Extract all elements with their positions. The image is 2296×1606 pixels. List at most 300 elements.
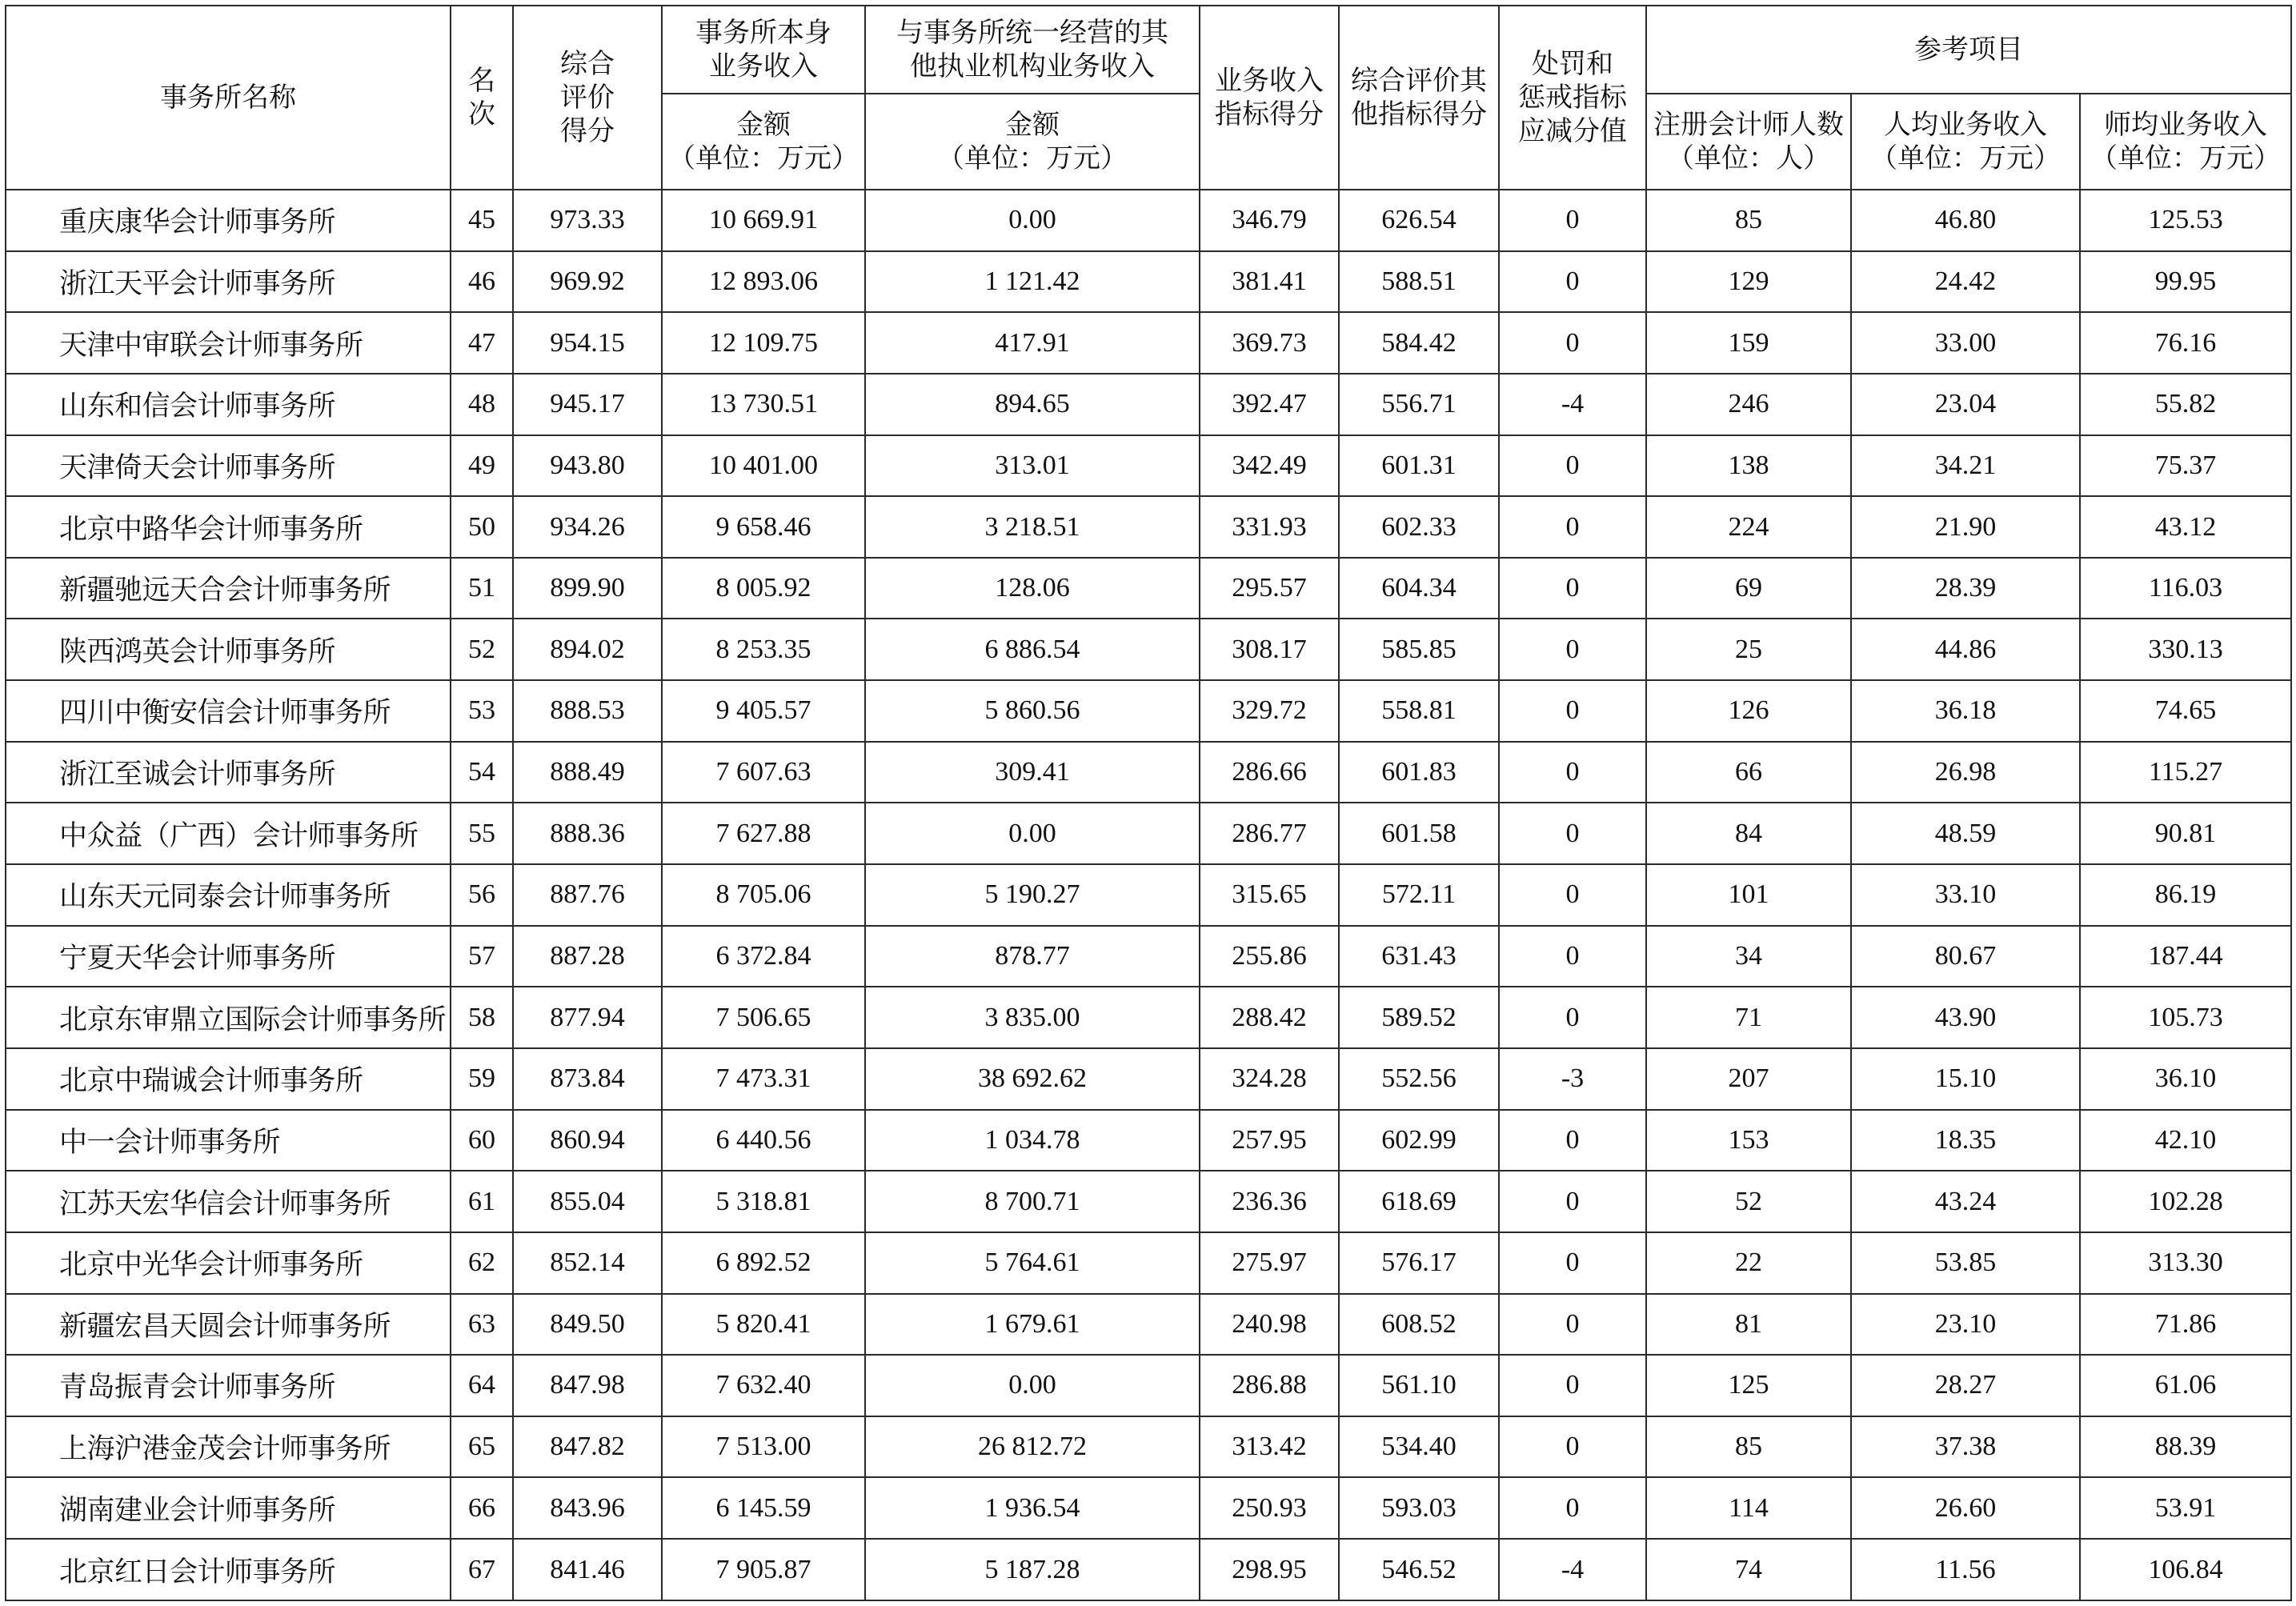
- per-capita-income-cell: 33.00: [1851, 312, 2080, 374]
- other-income-cell: 3 835.00: [865, 987, 1200, 1048]
- cpa-count-cell: 22: [1646, 1232, 1851, 1294]
- per-cpa-income-cell: 187.44: [2080, 926, 2291, 987]
- per-cpa-income-cell: 55.82: [2080, 374, 2291, 435]
- per-cpa-income-cell: 76.16: [2080, 312, 2291, 374]
- per-capita-income-cell: 36.18: [1851, 680, 2080, 742]
- other-index-cell: 584.42: [1339, 312, 1499, 374]
- header-own-income-line: 业务收入: [709, 50, 818, 82]
- income-index-cell: 295.57: [1200, 558, 1339, 619]
- header-per-capita-line: 人均业务收入: [1884, 109, 2047, 141]
- header-other-amount: [865, 94, 1200, 190]
- firm-name-cell: 北京东审鼎立国际会计师事务所: [6, 987, 451, 1048]
- rank-cell: 60: [451, 1110, 513, 1171]
- composite-score-cell: 847.82: [513, 1416, 662, 1478]
- table-row: [6, 312, 2291, 374]
- per-cpa-income-cell: 115.27: [2080, 742, 2291, 803]
- firm-name-cell: 浙江天平会计师事务所: [6, 251, 451, 313]
- firm-name-cell: 北京中路华会计师事务所: [6, 496, 451, 558]
- firm-name-cell: 天津中审联会计师事务所: [6, 312, 451, 374]
- other-index-cell: 602.33: [1339, 496, 1499, 558]
- composite-score-cell: 894.02: [513, 619, 662, 680]
- firm-name-cell: 新疆宏昌天圆会计师事务所: [6, 1294, 451, 1356]
- composite-score-cell: 899.90: [513, 558, 662, 619]
- penalty-cell: 0: [1499, 1232, 1646, 1294]
- penalty-cell: 0: [1499, 1171, 1646, 1232]
- own-income-cell: 6 440.56: [662, 1110, 865, 1171]
- rank-cell: 66: [451, 1477, 513, 1539]
- rank-cell: 61: [451, 1171, 513, 1232]
- other-index-cell: 589.52: [1339, 987, 1499, 1048]
- other-index-cell: 585.85: [1339, 619, 1499, 680]
- income-index-cell: 250.93: [1200, 1477, 1339, 1539]
- other-index-cell: 608.52: [1339, 1294, 1499, 1356]
- firm-name-cell: 新疆驰远天合会计师事务所: [6, 558, 451, 619]
- header-amount-unit: （单位：万元）: [937, 142, 1128, 174]
- header-own-income-line: 事务所本身: [695, 17, 831, 49]
- penalty-cell: 0: [1499, 1355, 1646, 1416]
- cpa-count-cell: 84: [1646, 803, 1851, 864]
- income-index-cell: 257.95: [1200, 1110, 1339, 1171]
- penalty-cell: -4: [1499, 374, 1646, 435]
- other-index-cell: 558.81: [1339, 680, 1499, 742]
- cpa-count-cell: 101: [1646, 864, 1851, 926]
- other-income-cell: 0.00: [865, 803, 1200, 864]
- income-index-cell: 308.17: [1200, 619, 1339, 680]
- penalty-cell: 0: [1499, 742, 1646, 803]
- own-income-cell: 7 905.87: [662, 1539, 865, 1600]
- per-cpa-income-cell: 36.10: [2080, 1048, 2291, 1110]
- header-other-index-score: [1339, 6, 1499, 190]
- firm-name-cell: 北京中光华会计师事务所: [6, 1232, 451, 1294]
- composite-score-cell: 841.46: [513, 1539, 662, 1600]
- other-index-cell: 602.99: [1339, 1110, 1499, 1171]
- composite-score-cell: 888.53: [513, 680, 662, 742]
- table-row: [6, 742, 2291, 803]
- own-income-cell: 7 607.63: [662, 742, 865, 803]
- per-capita-income-cell: 26.98: [1851, 742, 2080, 803]
- penalty-cell: 0: [1499, 1477, 1646, 1539]
- table-row: [6, 374, 2291, 435]
- other-income-cell: 5 764.61: [865, 1232, 1200, 1294]
- other-index-cell: 601.58: [1339, 803, 1499, 864]
- header-penalty-deduction: [1499, 6, 1646, 190]
- firm-name-cell: 山东和信会计师事务所: [6, 374, 451, 435]
- per-cpa-income-cell: 116.03: [2080, 558, 2291, 619]
- income-index-cell: 288.42: [1200, 987, 1339, 1048]
- composite-score-cell: 954.15: [513, 312, 662, 374]
- per-cpa-income-cell: 71.86: [2080, 1294, 2291, 1356]
- per-cpa-income-cell: 75.37: [2080, 435, 2291, 497]
- per-cpa-income-cell: 88.39: [2080, 1416, 2291, 1478]
- per-capita-income-cell: 37.38: [1851, 1416, 2080, 1478]
- cpa-count-cell: 246: [1646, 374, 1851, 435]
- per-capita-income-cell: 15.10: [1851, 1048, 2080, 1110]
- per-cpa-income-cell: 86.19: [2080, 864, 2291, 926]
- other-income-cell: 5 860.56: [865, 680, 1200, 742]
- rank-cell: 51: [451, 558, 513, 619]
- cpa-count-cell: 69: [1646, 558, 1851, 619]
- rank-cell: 57: [451, 926, 513, 987]
- per-capita-income-cell: 21.90: [1851, 496, 2080, 558]
- own-income-cell: 10 401.00: [662, 435, 865, 497]
- income-index-cell: 298.95: [1200, 1539, 1339, 1600]
- cpa-count-cell: 81: [1646, 1294, 1851, 1356]
- cpa-count-cell: 126: [1646, 680, 1851, 742]
- other-income-cell: 3 218.51: [865, 496, 1200, 558]
- table-row: [6, 864, 2291, 926]
- per-cpa-income-cell: 330.13: [2080, 619, 2291, 680]
- cpa-count-cell: 153: [1646, 1110, 1851, 1171]
- penalty-cell: -4: [1499, 1539, 1646, 1600]
- penalty-cell: 0: [1499, 926, 1646, 987]
- penalty-cell: 0: [1499, 558, 1646, 619]
- header-score-line: 得分: [560, 115, 615, 147]
- firm-name-cell: 湖南建业会计师事务所: [6, 1477, 451, 1539]
- other-income-cell: 894.65: [865, 374, 1200, 435]
- other-index-cell: 556.71: [1339, 374, 1499, 435]
- own-income-cell: 7 632.40: [662, 1355, 865, 1416]
- other-index-cell: 604.34: [1339, 558, 1499, 619]
- rank-cell: 58: [451, 987, 513, 1048]
- table-row: [6, 1048, 2291, 1110]
- ranking-table: [5, 5, 2292, 1601]
- own-income-cell: 9 658.46: [662, 496, 865, 558]
- own-income-cell: 5 318.81: [662, 1171, 865, 1232]
- other-income-cell: 1 936.54: [865, 1477, 1200, 1539]
- header-per-cpa-unit: （单位：万元）: [2090, 142, 2281, 174]
- rank-cell: 55: [451, 803, 513, 864]
- rank-cell: 63: [451, 1294, 513, 1356]
- header-other-index-line: 他指标得分: [1351, 98, 1487, 130]
- composite-score-cell: 887.28: [513, 926, 662, 987]
- cpa-count-cell: 207: [1646, 1048, 1851, 1110]
- per-capita-income-cell: 48.59: [1851, 803, 2080, 864]
- composite-score-cell: 877.94: [513, 987, 662, 1048]
- header-rank-line: 次: [468, 98, 495, 130]
- cpa-count-cell: 129: [1646, 251, 1851, 313]
- composite-score-cell: 860.94: [513, 1110, 662, 1171]
- other-income-cell: 5 187.28: [865, 1539, 1200, 1600]
- header-other-income-line: 他执业机构业务收入: [910, 50, 1155, 82]
- income-index-cell: 275.97: [1200, 1232, 1339, 1294]
- per-cpa-income-cell: 102.28: [2080, 1171, 2291, 1232]
- header-penalty-line: 惩戒指标: [1518, 82, 1627, 114]
- per-capita-income-cell: 28.27: [1851, 1355, 2080, 1416]
- other-income-cell: 0.00: [865, 1355, 1200, 1416]
- rank-cell: 45: [451, 190, 513, 251]
- per-cpa-income-cell: 74.65: [2080, 680, 2291, 742]
- cpa-count-cell: 125: [1646, 1355, 1851, 1416]
- own-income-cell: 9 405.57: [662, 680, 865, 742]
- own-income-cell: 7 506.65: [662, 987, 865, 1048]
- table-row: [6, 926, 2291, 987]
- other-index-cell: 618.69: [1339, 1171, 1499, 1232]
- per-cpa-income-cell: 42.10: [2080, 1110, 2291, 1171]
- per-capita-income-cell: 43.24: [1851, 1171, 2080, 1232]
- other-income-cell: 128.06: [865, 558, 1200, 619]
- income-index-cell: 331.93: [1200, 496, 1339, 558]
- income-index-cell: 240.98: [1200, 1294, 1339, 1356]
- composite-score-cell: 945.17: [513, 374, 662, 435]
- table-row: [6, 1416, 2291, 1478]
- per-capita-income-cell: 33.10: [1851, 864, 2080, 926]
- composite-score-cell: 847.98: [513, 1355, 662, 1416]
- per-capita-income-cell: 11.56: [1851, 1539, 2080, 1600]
- income-index-cell: 329.72: [1200, 680, 1339, 742]
- per-cpa-income-cell: 105.73: [2080, 987, 2291, 1048]
- header-cpa-count: [1646, 94, 1851, 190]
- penalty-cell: -3: [1499, 1048, 1646, 1110]
- composite-score-cell: 969.92: [513, 251, 662, 313]
- per-cpa-income-cell: 99.95: [2080, 251, 2291, 313]
- firm-name-cell: 浙江至诚会计师事务所: [6, 742, 451, 803]
- header-rank: [451, 6, 513, 190]
- per-cpa-income-cell: 125.53: [2080, 190, 2291, 251]
- header-income-index-score: [1200, 6, 1339, 190]
- composite-score-cell: 873.84: [513, 1048, 662, 1110]
- table-header: [6, 6, 2291, 190]
- cpa-count-cell: 224: [1646, 496, 1851, 558]
- firm-name-cell: 青岛振青会计师事务所: [6, 1355, 451, 1416]
- per-capita-income-cell: 23.10: [1851, 1294, 2080, 1356]
- income-index-cell: 286.88: [1200, 1355, 1339, 1416]
- own-income-cell: 8 253.35: [662, 619, 865, 680]
- own-income-cell: 6 372.84: [662, 926, 865, 987]
- penalty-cell: 0: [1499, 190, 1646, 251]
- firm-name-cell: 江苏天宏华信会计师事务所: [6, 1171, 451, 1232]
- other-income-cell: 417.91: [865, 312, 1200, 374]
- header-rank-line: 名: [468, 65, 495, 97]
- table-row: [6, 619, 2291, 680]
- header-per-cpa-line: 师均业务收入: [2104, 109, 2267, 141]
- other-income-cell: 313.01: [865, 435, 1200, 497]
- other-index-cell: 626.54: [1339, 190, 1499, 251]
- own-income-cell: 10 669.91: [662, 190, 865, 251]
- other-index-cell: 631.43: [1339, 926, 1499, 987]
- penalty-cell: 0: [1499, 803, 1646, 864]
- firm-name-cell: 中一会计师事务所: [6, 1110, 451, 1171]
- cpa-count-cell: 71: [1646, 987, 1851, 1048]
- cpa-count-cell: 85: [1646, 1416, 1851, 1478]
- own-income-cell: 12 109.75: [662, 312, 865, 374]
- per-capita-income-cell: 18.35: [1851, 1110, 2080, 1171]
- table-row: [6, 190, 2291, 251]
- table-row: [6, 1477, 2291, 1539]
- firm-name-cell: 中众益（广西）会计师事务所: [6, 803, 451, 864]
- rank-cell: 52: [451, 619, 513, 680]
- rank-cell: 54: [451, 742, 513, 803]
- per-capita-income-cell: 46.80: [1851, 190, 2080, 251]
- header-amount-line: 金额: [736, 109, 791, 141]
- firm-name-cell: 上海沪港金茂会计师事务所: [6, 1416, 451, 1478]
- other-index-cell: 534.40: [1339, 1416, 1499, 1478]
- penalty-cell: 0: [1499, 1294, 1646, 1356]
- income-index-cell: 286.66: [1200, 742, 1339, 803]
- table-row: [6, 558, 2291, 619]
- header-reference-items: 参考项目: [1646, 6, 2291, 94]
- other-income-cell: 8 700.71: [865, 1171, 1200, 1232]
- own-income-cell: 12 893.06: [662, 251, 865, 313]
- other-income-cell: 1 034.78: [865, 1110, 1200, 1171]
- rank-cell: 67: [451, 1539, 513, 1600]
- other-index-cell: 561.10: [1339, 1355, 1499, 1416]
- composite-score-cell: 849.50: [513, 1294, 662, 1356]
- penalty-cell: 0: [1499, 987, 1646, 1048]
- header-per-capita-income: [1851, 94, 2080, 190]
- other-index-cell: 588.51: [1339, 251, 1499, 313]
- per-capita-income-cell: 26.60: [1851, 1477, 2080, 1539]
- income-index-cell: 255.86: [1200, 926, 1339, 987]
- other-income-cell: 878.77: [865, 926, 1200, 987]
- header-amount-line: 金额: [1005, 109, 1060, 141]
- table-row: [6, 1110, 2291, 1171]
- own-income-cell: 13 730.51: [662, 374, 865, 435]
- cpa-count-cell: 52: [1646, 1171, 1851, 1232]
- rank-cell: 50: [451, 496, 513, 558]
- header-other-income-line: 与事务所统一经营的其: [896, 17, 1168, 49]
- income-index-cell: 236.36: [1200, 1171, 1339, 1232]
- header-other-index-line: 综合评价其: [1351, 65, 1487, 97]
- penalty-cell: 0: [1499, 864, 1646, 926]
- composite-score-cell: 973.33: [513, 190, 662, 251]
- other-index-cell: 593.03: [1339, 1477, 1499, 1539]
- header-amount-unit: （单位：万元）: [668, 142, 859, 174]
- header-income-index-line: 业务收入: [1215, 65, 1324, 97]
- cpa-count-cell: 66: [1646, 742, 1851, 803]
- other-income-cell: 0.00: [865, 190, 1200, 251]
- firm-name-cell: 陕西鸿英会计师事务所: [6, 619, 451, 680]
- own-income-cell: 6 145.59: [662, 1477, 865, 1539]
- per-capita-income-cell: 23.04: [1851, 374, 2080, 435]
- income-index-cell: 381.41: [1200, 251, 1339, 313]
- other-income-cell: 38 692.62: [865, 1048, 1200, 1110]
- per-cpa-income-cell: 90.81: [2080, 803, 2291, 864]
- other-index-cell: 552.56: [1339, 1048, 1499, 1110]
- own-income-cell: 7 473.31: [662, 1048, 865, 1110]
- income-index-cell: 315.65: [1200, 864, 1339, 926]
- per-capita-income-cell: 44.86: [1851, 619, 2080, 680]
- table-row: [6, 680, 2291, 742]
- income-index-cell: 313.42: [1200, 1416, 1339, 1478]
- table-row: [6, 1355, 2291, 1416]
- rank-cell: 62: [451, 1232, 513, 1294]
- other-income-cell: 6 886.54: [865, 619, 1200, 680]
- composite-score-cell: 943.80: [513, 435, 662, 497]
- income-index-cell: 346.79: [1200, 190, 1339, 251]
- penalty-cell: 0: [1499, 1110, 1646, 1171]
- per-capita-income-cell: 43.90: [1851, 987, 2080, 1048]
- table-row: [6, 496, 2291, 558]
- other-income-cell: 26 812.72: [865, 1416, 1200, 1478]
- table-row: [6, 1171, 2291, 1232]
- other-index-cell: 546.52: [1339, 1539, 1499, 1600]
- own-income-cell: 5 820.41: [662, 1294, 865, 1356]
- income-index-cell: 369.73: [1200, 312, 1339, 374]
- other-index-cell: 601.83: [1339, 742, 1499, 803]
- income-index-cell: 392.47: [1200, 374, 1339, 435]
- firm-name-cell: 宁夏天华会计师事务所: [6, 926, 451, 987]
- table-row: [6, 251, 2291, 313]
- firm-name-cell: 北京红日会计师事务所: [6, 1539, 451, 1600]
- table-row: [6, 987, 2291, 1048]
- per-cpa-income-cell: 106.84: [2080, 1539, 2291, 1600]
- penalty-cell: 0: [1499, 496, 1646, 558]
- rank-cell: 47: [451, 312, 513, 374]
- rank-cell: 53: [451, 680, 513, 742]
- firm-name-cell: 北京中瑞诚会计师事务所: [6, 1048, 451, 1110]
- other-income-cell: 5 190.27: [865, 864, 1200, 926]
- other-index-cell: 576.17: [1339, 1232, 1499, 1294]
- cpa-count-cell: 138: [1646, 435, 1851, 497]
- composite-score-cell: 852.14: [513, 1232, 662, 1294]
- rank-cell: 59: [451, 1048, 513, 1110]
- firm-name-cell: 天津倚天会计师事务所: [6, 435, 451, 497]
- penalty-cell: 0: [1499, 680, 1646, 742]
- per-cpa-income-cell: 61.06: [2080, 1355, 2291, 1416]
- cpa-count-cell: 74: [1646, 1539, 1851, 1600]
- income-index-cell: 286.77: [1200, 803, 1339, 864]
- header-score-line: 评价: [560, 82, 615, 114]
- income-index-cell: 342.49: [1200, 435, 1339, 497]
- other-index-cell: 601.31: [1339, 435, 1499, 497]
- cpa-count-cell: 34: [1646, 926, 1851, 987]
- own-income-cell: 7 627.88: [662, 803, 865, 864]
- own-income-cell: 8 705.06: [662, 864, 865, 926]
- rank-cell: 65: [451, 1416, 513, 1478]
- header-own-amount: [662, 94, 865, 190]
- header-score-line: 综合: [560, 48, 615, 80]
- header-income-index-line: 指标得分: [1215, 98, 1324, 130]
- header-firm-name: 事务所名称: [6, 6, 451, 190]
- penalty-cell: 0: [1499, 1416, 1646, 1478]
- rank-cell: 64: [451, 1355, 513, 1416]
- per-capita-income-cell: 28.39: [1851, 558, 2080, 619]
- rank-cell: 56: [451, 864, 513, 926]
- own-income-cell: 8 005.92: [662, 558, 865, 619]
- other-income-cell: 1 679.61: [865, 1294, 1200, 1356]
- per-capita-income-cell: 24.42: [1851, 251, 2080, 313]
- table-body: [6, 190, 2291, 1600]
- firm-name-cell: 山东天元同泰会计师事务所: [6, 864, 451, 926]
- composite-score-cell: 888.36: [513, 803, 662, 864]
- own-income-cell: 6 892.52: [662, 1232, 865, 1294]
- cpa-count-cell: 25: [1646, 619, 1851, 680]
- cpa-count-cell: 114: [1646, 1477, 1851, 1539]
- penalty-cell: 0: [1499, 619, 1646, 680]
- per-cpa-income-cell: 313.30: [2080, 1232, 2291, 1294]
- per-cpa-income-cell: 43.12: [2080, 496, 2291, 558]
- other-index-cell: 572.11: [1339, 864, 1499, 926]
- header-composite-score: [513, 6, 662, 190]
- table-row: [6, 803, 2291, 864]
- income-index-cell: 324.28: [1200, 1048, 1339, 1110]
- header-per-capita-unit: （单位：万元）: [1870, 142, 2061, 174]
- other-income-cell: 1 121.42: [865, 251, 1200, 313]
- own-income-cell: 7 513.00: [662, 1416, 865, 1478]
- rank-cell: 48: [451, 374, 513, 435]
- header-own-income: [662, 6, 865, 94]
- composite-score-cell: 934.26: [513, 496, 662, 558]
- per-capita-income-cell: 53.85: [1851, 1232, 2080, 1294]
- header-penalty-line: 处罚和: [1532, 48, 1613, 80]
- cpa-count-cell: 159: [1646, 312, 1851, 374]
- rank-cell: 46: [451, 251, 513, 313]
- composite-score-cell: 855.04: [513, 1171, 662, 1232]
- composite-score-cell: 887.76: [513, 864, 662, 926]
- header-other-income: [865, 6, 1200, 94]
- table-row: [6, 1539, 2291, 1600]
- table-row: [6, 435, 2291, 497]
